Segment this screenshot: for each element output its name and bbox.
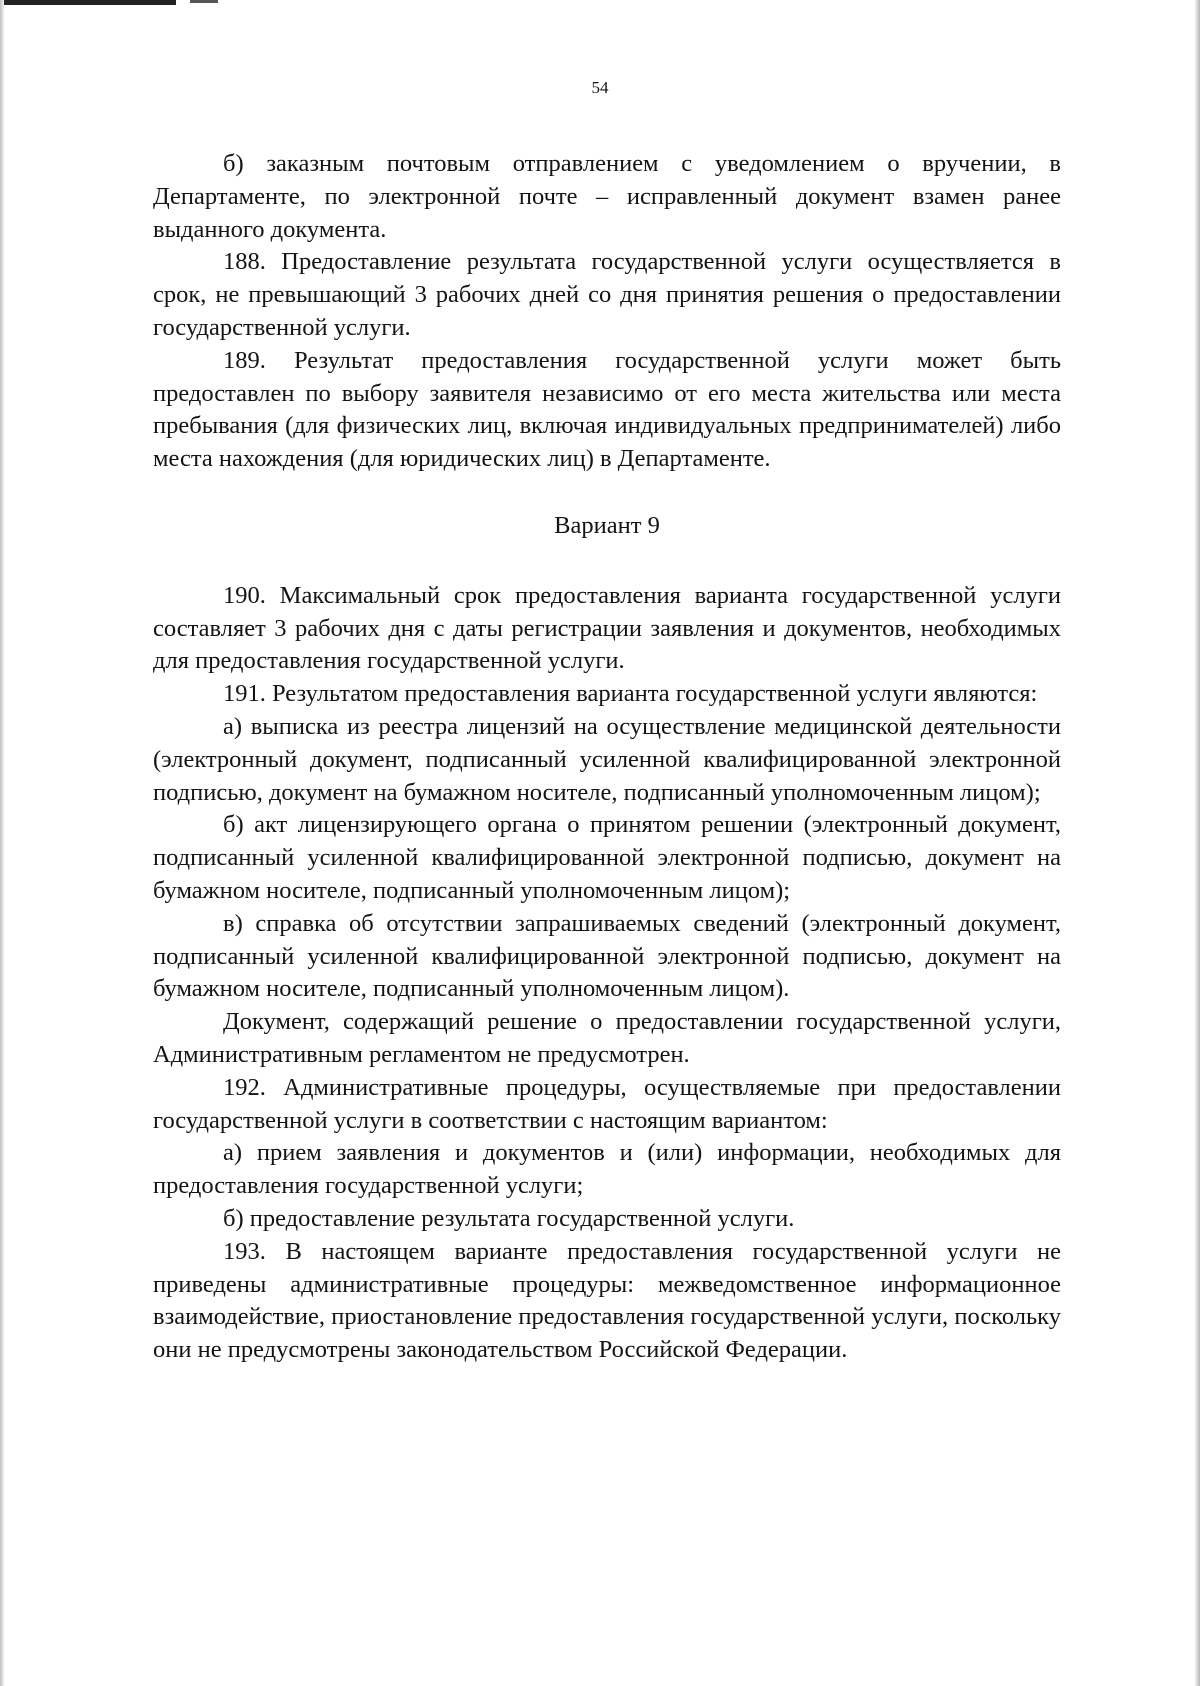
paragraph-b-delivery: б) заказным почтовым отправлением с уведомлением о вручении, в Департаменте, по электронной почте – исправленный документ взамен ранее выданного документа. (153, 150, 1061, 243)
paragraph-193: 193. В настоящем варианте предоставления государственной услуги не приведены административные процедуры: межведомственное информационное взаимодействие, приостановление предоставления государственной услуги, поскольку они не предусмотрены законодательством Российской Федерации. (153, 1237, 1061, 1364)
paragraph-192-b: б) предоставление результата государственной услуги. (223, 1204, 795, 1232)
paragraph-188: 188. Предоставление результата государственной услуги осуществляется в срок, не превышающий 3 рабочих дней со дня принятия решения о предоставлении государственной услуги. (153, 248, 1061, 341)
document-body (153, 148, 1061, 1367)
scan-edge-top (0, 0, 176, 5)
page-number: 54 (591, 78, 609, 97)
paragraph-191-a: а) выписка из реестра лицензий на осуществление медицинской деятельности (электронный документ, подписанный усиленной квалифицированной электронной подписью, документ на бумажном носителе, подписанный уполномоченным лицом); (153, 712, 1061, 806)
paragraph-190: 190. Максимальный срок предоставления варианта государственной услуги составляет 3 рабочих дня с даты регистрации заявления и документов, необходимых для предоставления государственной услуги. (153, 581, 1061, 675)
section-heading-variant-9: Вариант 9 (554, 511, 660, 539)
scan-edge-left (0, 0, 4, 1686)
scan-edge-top-mark (190, 0, 218, 3)
paragraph-189: 189. Результат предоставления государственной услуги может быть предоставлен по выбору заявителя независимо от его места жительства или места пребывания (для физических лиц, включая индивидуальных предпринимателей) либо места нахождения (для юридических лиц) в Департаменте. (153, 346, 1061, 473)
paragraph-191-v: в) справка об отсутствии запрашиваемых сведений (электронный документ, подписанный усиленной квалифицированной электронной подписью, документ на бумажном носителе, подписанный уполномоченным лицом). (153, 909, 1061, 1003)
paragraph-191-b: б) акт лицензирующего органа о принятом решении (электронный документ, подписанный усиленной квалифицированной электронной подписью, документ на бумажном носителе, подписанный уполномоченным лицом); (153, 811, 1061, 904)
scan-edge-right (1195, 0, 1200, 1686)
paragraph-191: 191. Результатом предоставления варианта государственной услуги являются: (223, 680, 1038, 708)
paragraph-192: 192. Административные процедуры, осуществляемые при предоставлении государственной услуги в соответствии с настоящим вариантом: (153, 1073, 1061, 1134)
paragraph-decision-document: Документ, содержащий решение о предоставлении государственной услуги, Административным регламентом не предусмотрен. (153, 1008, 1061, 1068)
paragraph-192-a: а) прием заявления и документов и (или) информации, необходимых для предоставления государственной услуги; (153, 1139, 1061, 1200)
